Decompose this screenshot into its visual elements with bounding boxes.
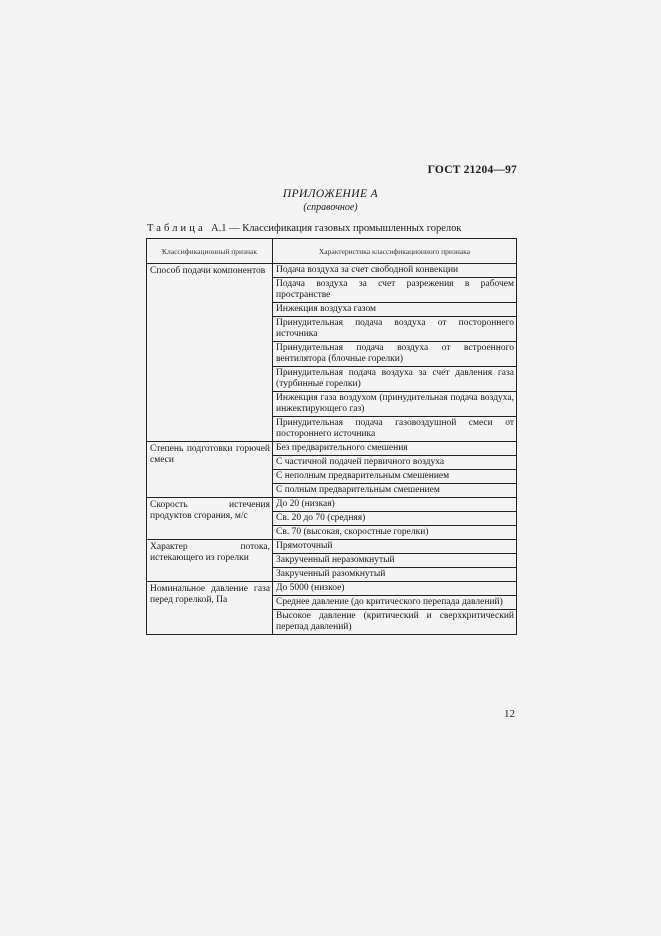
characteristic-cell: Среднее давление (до критического перепада давлений) <box>273 596 517 610</box>
classification-table <box>146 238 517 635</box>
header-characteristic: Характеристика классификационного признака <box>273 239 517 264</box>
table-row <box>147 498 517 512</box>
characteristic-cell: Св. 70 (высокая, скоростные горелки) <box>273 526 517 540</box>
table-row <box>147 582 517 596</box>
characteristic-cell: Закрученный неразомкнутый <box>273 554 517 568</box>
characteristic-cell: Подача воздуха за счет свободной конвекции <box>273 264 517 278</box>
characteristic-cell: Инжекция воздуха газом <box>273 303 517 317</box>
characteristic-cell: С частичной подачей первичного воздуха <box>273 456 517 470</box>
table-caption-text: А.1 — Классификация газовых промышленных горелок <box>210 223 462 234</box>
characteristic-cell: Св. 20 до 70 (средняя) <box>273 512 517 526</box>
characteristic-cell: До 5000 (низкое) <box>273 582 517 596</box>
appendix-subtitle: (справочное) <box>303 202 358 213</box>
characteristic-cell: С полным предварительным смешением <box>273 484 517 498</box>
characteristic-cell: Инжекция газа воздухом (принудительная подача воздуха, инжектирующего газ) <box>273 392 517 417</box>
characteristic-cell: Принудительная подача газовоздушной смеси от постороннего источника <box>273 417 517 442</box>
characteristic-cell: Прямоточный <box>273 540 517 554</box>
classification-sign-cell: Характер потока, истекающего из горелки <box>147 540 273 582</box>
characteristic-cell: С неполным предварительным смешением <box>273 470 517 484</box>
standard-code: ГОСТ 21204—97 <box>427 164 517 176</box>
characteristic-cell: Принудительная подача воздуха от встроенного вентилятора (блочные горелки) <box>273 342 517 367</box>
header-sign: Классификационный признак <box>147 239 273 264</box>
table-row <box>147 264 517 278</box>
appendix-title: ПРИЛОЖЕНИЕ А <box>282 188 379 200</box>
characteristic-cell: До 20 (низкая) <box>273 498 517 512</box>
table-header-row <box>147 239 517 264</box>
classification-sign-cell: Скорость истечения продуктов сгорания, м/с <box>147 498 273 540</box>
table-caption-prefix: Таблица <box>147 223 206 234</box>
characteristic-cell: Высокое давление (критический и сверхкритический перепад давлений) <box>273 610 517 635</box>
table-row <box>147 442 517 456</box>
characteristic-cell: Закрученный разомкнутый <box>273 568 517 582</box>
classification-sign-cell: Номинальное давление газа перед горелкой, Па <box>147 582 273 635</box>
table-caption <box>147 223 462 234</box>
page-number: 12 <box>504 708 515 720</box>
characteristic-cell: Принудительная подача воздуха от постороннего источника <box>273 317 517 342</box>
characteristic-cell: Без предварительного смешения <box>273 442 517 456</box>
classification-sign-cell: Степень подготовки горючей смеси <box>147 442 273 498</box>
characteristic-cell: Принудительная подача воздуха за счет давления газа (турбинные горелки) <box>273 367 517 392</box>
classification-sign-cell: Способ подачи компонентов <box>147 264 273 442</box>
table-row <box>147 540 517 554</box>
characteristic-cell: Подача воздуха за счет разрежения в рабочем пространстве <box>273 278 517 303</box>
